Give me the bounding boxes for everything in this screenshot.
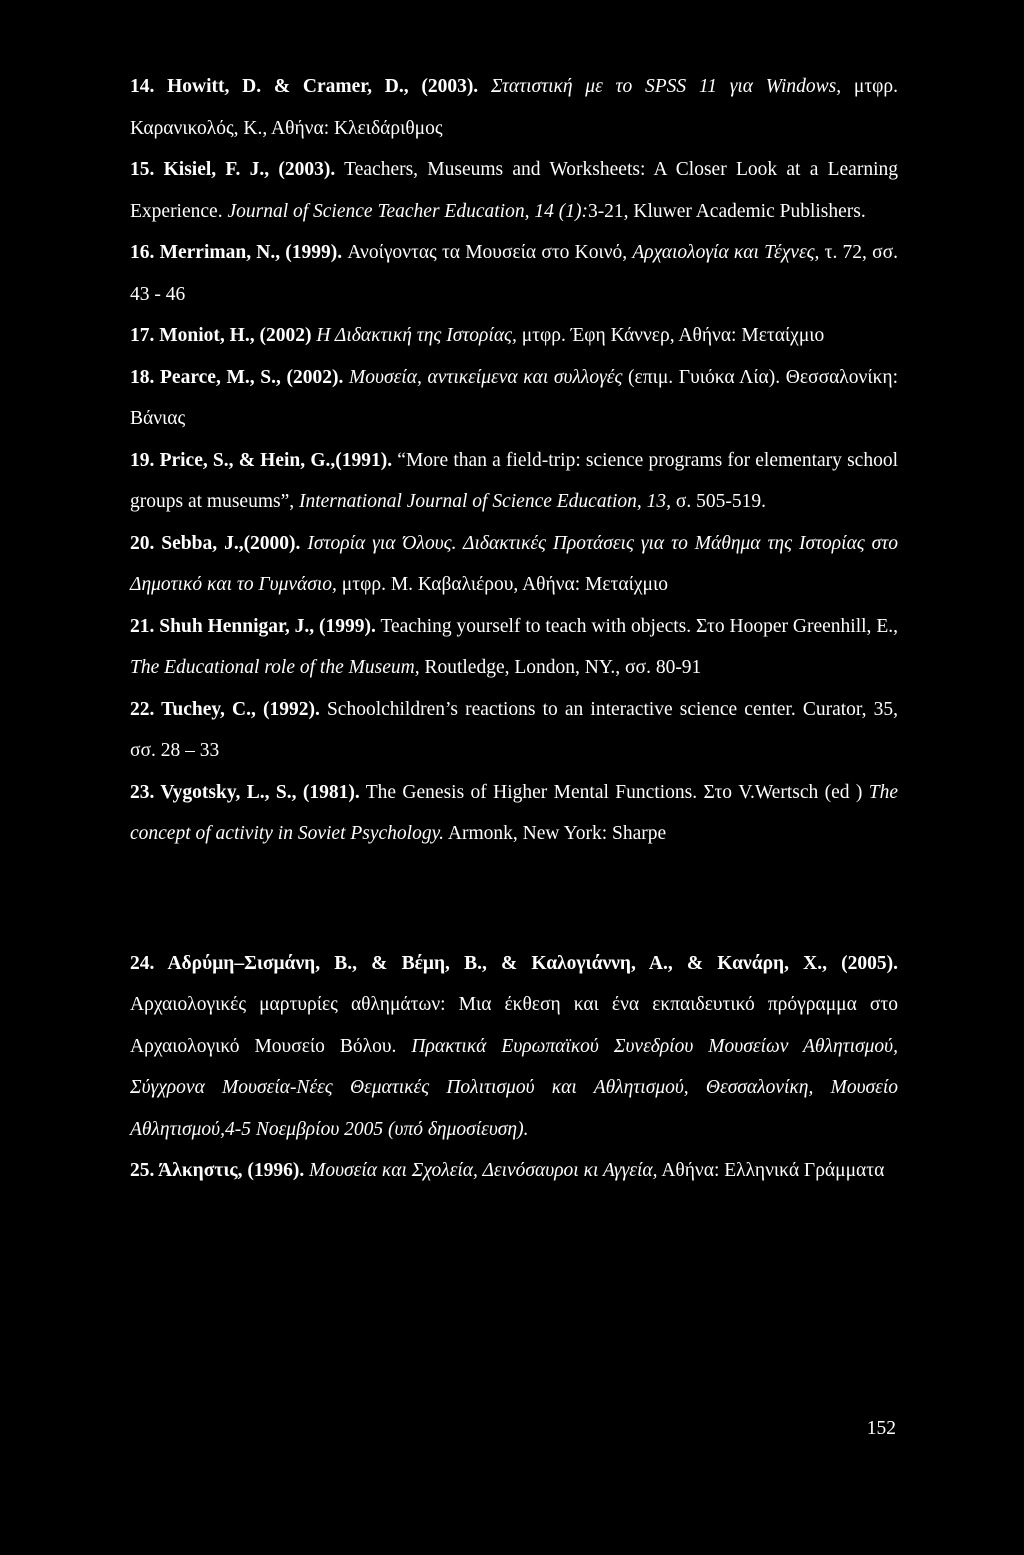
reference-text: μτφρ. Μ. Καβαλιέρου, Αθήνα: Μεταίχμιο xyxy=(336,574,668,595)
reference-title: International Journal of Science Education, 13, xyxy=(298,491,672,512)
page-number: 152 xyxy=(866,1418,896,1439)
reference-entry xyxy=(130,943,898,1151)
reference-text: μτφρ. Έφη Κάννερ, Αθήνα: Μεταίχμιο xyxy=(516,325,825,346)
reference-author: 20. Sebba, J.,(2000). xyxy=(130,532,301,554)
reference-author: 14. Howitt, D. & Cramer, D., (2003). xyxy=(130,76,479,97)
reference-title: Journal of Science Teacher Education, 14 (1): xyxy=(227,200,588,222)
reference-text: Armonk, New York: Sharpe xyxy=(444,823,667,844)
reference-text: Αρχαιολογικές μαρτυρίες αθλημάτων: Μια έκθεση και ένα εκπαιδευτικό πρόγραμμα στο Αρχαιολογικό Μουσείο Βόλου. xyxy=(130,994,898,1057)
section-gap xyxy=(130,855,898,943)
reference-text: The Genesis of Higher Mental Functions. Στο V.Wertsch (ed ) xyxy=(359,781,869,803)
reference-entry xyxy=(130,440,898,523)
reference-entry xyxy=(130,232,898,315)
reference-text: Teachers, Museums and Worksheets: A Closer Look at a Learning Experience. xyxy=(130,159,898,222)
reference-text xyxy=(478,76,491,97)
reference-entry xyxy=(130,315,898,357)
reference-author: 21. Shuh Hennigar, J., (1999). xyxy=(130,615,376,637)
reference-title: The Educational role of the Museum, xyxy=(130,657,420,678)
reference-text: Αθήνα: Ελληνικά Γράμματα xyxy=(657,1160,885,1181)
reference-author: 17. Moniot, H., (2002) xyxy=(130,325,312,346)
reference-title: Ιστορία για Όλους. Διδακτικές Προτάσεις για το Μάθημα της Ιστορίας στο Δημοτικό και το Γυμνάσιο, xyxy=(130,532,899,595)
reference-text: “More than a field-trip: science programs for elementary school groups at museums”, xyxy=(130,449,899,512)
reference-entry xyxy=(130,149,898,232)
reference-author: 18. Pearce, M., S., (2002). xyxy=(130,366,344,388)
reference-title: Στατιστική με το SPSS 11 για Windows, xyxy=(490,76,842,97)
reference-author: 22. Tuchey, C., (1992). xyxy=(130,698,320,720)
reference-text: Ανοίγοντας τα Μουσεία στο Κοινό, xyxy=(342,242,633,263)
reference-title: The concept of activity in Soviet Psychology. xyxy=(130,781,898,844)
reference-author: 15. Kisiel, F. J., (2003). xyxy=(130,159,336,180)
reference-author: 23. Vygotsky, L., S., (1981). xyxy=(130,781,360,803)
reference-entry xyxy=(130,772,898,855)
reference-text: Schoolchildren’s reactions to an interactive science center. Curator, 35, σσ. 28 – 33 xyxy=(130,698,898,761)
reference-title: Η Διδακτική της Ιστορίας, xyxy=(316,325,517,346)
reference-author: 19. Price, S., & Hein, G.,(1991). xyxy=(130,449,393,471)
reference-author: 25. Άλκηστις, (1996). xyxy=(130,1160,305,1181)
reference-text: Teaching yourself to teach with objects. Στο Hooper Greenhill, E., xyxy=(375,615,898,637)
reference-entry xyxy=(130,523,898,606)
reference-text: 3-21, Kluwer Academic Publishers. xyxy=(587,200,866,222)
reference-entry xyxy=(130,66,898,149)
reference-title: Πρακτικά Ευρωπαϊκού Συνεδρίου Μουσείων Αθλητισμού, Σύγχρονα Μουσεία-Νέες Θεματικές Πολιτισμού και Αθλητισμού, Θεσσαλονίκη, Μουσείο Αθλητισμού,4-5 Νοεμβρίου 2005 (υπό δημοσίευση). xyxy=(130,1035,899,1140)
reference-author: 16. Merriman, N., (1999). xyxy=(130,242,343,263)
reference-entry xyxy=(130,606,898,689)
reference-entry xyxy=(130,689,898,772)
reference-text: τ. 72, σσ. 43 - 46 xyxy=(130,242,898,305)
reference-list xyxy=(130,66,898,1192)
reference-text: (επιμ. Γυιόκα Λία). Θεσσαλονίκη: Βάνιας xyxy=(130,366,899,429)
reference-entry xyxy=(130,357,898,440)
reference-text: σ. 505-519. xyxy=(671,491,767,512)
reference-title: Μουσεία και Σχολεία, Δεινόσαυροι κι Αγγεία, xyxy=(309,1160,658,1181)
reference-title: Μουσεία, αντικείμενα και συλλογές xyxy=(349,366,623,388)
reference-title: Αρχαιολογία και Τέχνες, xyxy=(632,242,820,263)
reference-text: Routledge, London, NY., σσ. 80-91 xyxy=(419,657,702,678)
reference-text: μτφρ. Καρανικολός, Κ., Αθήνα: Κλειδάριθμος xyxy=(130,76,899,139)
reference-author: 24. Αδρύμη–Σισμάνη, Β., & Βέμη, Β., & Καλογιάννη, Α., & Κανάρη, Χ., (2005). xyxy=(130,952,898,974)
reference-entry xyxy=(130,1150,898,1192)
